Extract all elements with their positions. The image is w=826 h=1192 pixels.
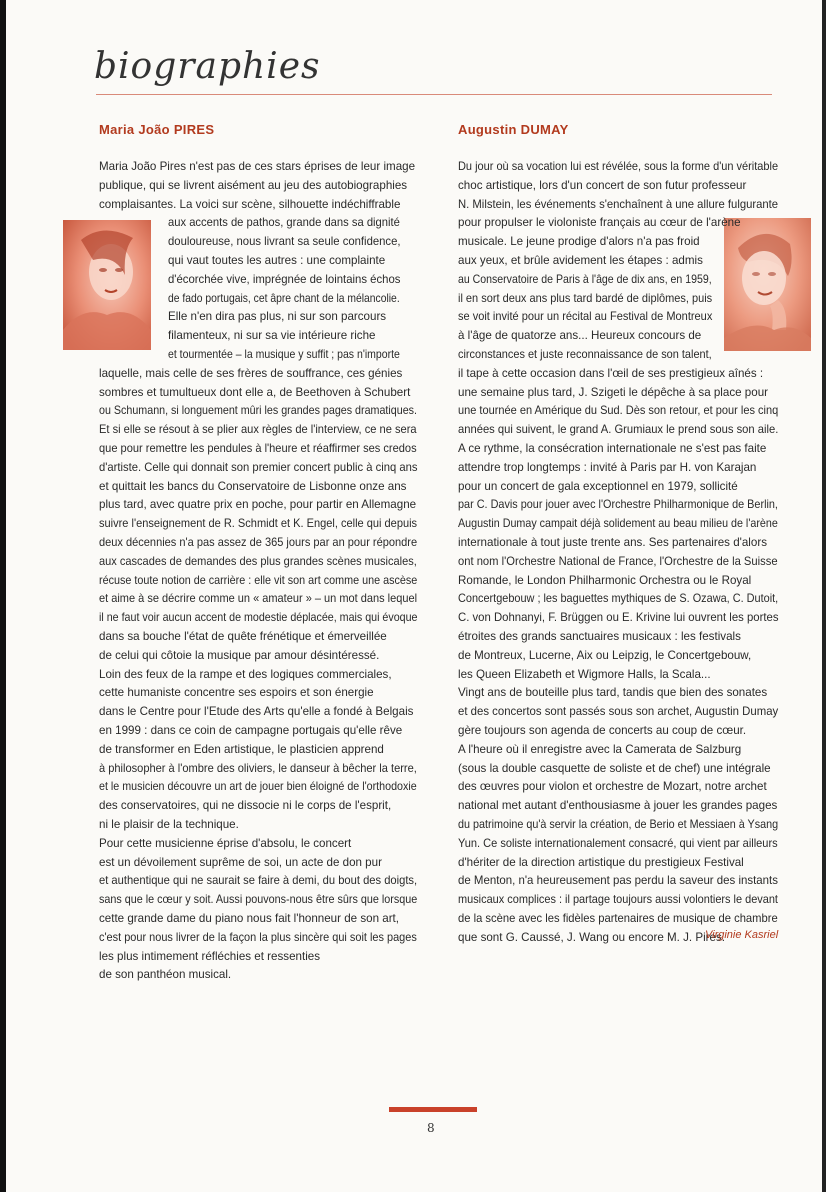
- text-line: des conservatoires, qui ne dissocie ni le corps de l'esprit,: [99, 799, 392, 813]
- scan-edge-right: [822, 0, 826, 1192]
- text-line: et quittait les bancs du Conservatoire de Lisbonne onze ans: [99, 479, 407, 493]
- footer-accent-bar: [389, 1107, 477, 1112]
- text-line: par C. Davis pour jouer avec l'Orchestre Philharmonique de Berlin,: [458, 498, 778, 512]
- text-line: A l'heure où il enregistre avec la Camerata de Salzburg: [458, 742, 742, 756]
- text-line: pour un concert de gala exceptionnel en 1979, sollicité: [458, 479, 738, 493]
- text-line: attendre trop longtemps : invité à Paris par H. von Karajan: [458, 460, 757, 474]
- text-line: il en sort deux ans plus tard bardé de diplômes, puis: [458, 291, 713, 305]
- text-line: plus tard, avec quatre prix en poche, pour partir en Allemagne: [99, 498, 417, 512]
- text-line: d'écorchée vive, imprégnée de lointains échos: [168, 272, 401, 286]
- bio-heading-dumay: Augustin DUMAY: [458, 122, 569, 137]
- text-line: Elle n'en dira pas plus, ni sur son parcours: [168, 310, 387, 324]
- text-line: N. Milstein, les événements s'enchaînent à une allure fulgurante: [458, 197, 779, 211]
- text-line: il ne faut voir aucun accent de modestie déplacée, mais qui évoque: [99, 611, 418, 625]
- text-line: Romande, le London Philharmonic Orchestra ou le Royal: [458, 573, 752, 587]
- text-line: suivre l'enseignement de R. Schmidt et K. Engel, celle qui depuis: [99, 517, 418, 531]
- text-line: récuse toute notion de carrière : elle vit son art comme une ascèse: [99, 573, 418, 587]
- text-line: à philosopher à l'ombre des oliviers, le danseur à bêcher la terre,: [99, 761, 417, 775]
- text-line: de fado portugais, cet âpre chant de la mélancolie.: [168, 291, 400, 305]
- text-line: Pour cette musicienne éprise d'absolu, le concert: [99, 836, 352, 850]
- text-line: cette grande dame du piano nous fait l'honneur de son art,: [99, 912, 399, 925]
- text-line: Concertgebouw ; les baguettes mythiques de S. Ozawa, C. Dutoit,: [458, 592, 779, 606]
- text-line: années qui suivent, le grand A. Grumiaux le prend sous son aile.: [458, 423, 779, 437]
- text-line: sombres et tumultueux dont elle a, de Beethoven à Schubert: [99, 385, 411, 399]
- text-line: Et si elle se résout à se plier aux règles de l'interview, ce ne sera: [99, 423, 417, 437]
- text-line: les Queen Elizabeth et Wigmore Halls, la Scala...: [458, 667, 711, 681]
- bio-heading-pires: Maria João PIRES: [99, 122, 215, 137]
- page-number: 8: [427, 1121, 435, 1135]
- pires-portrait-photo: [63, 220, 151, 350]
- text-line: choc artistique, lors d'un concert de son futur professeur: [458, 178, 747, 192]
- text-line: complaisantes. La voici sur scène, silhouette indéchiffrable: [99, 197, 401, 211]
- text-line: à l'âge de quatorze ans... Heureux concours de: [458, 329, 702, 343]
- text-line: Augustin Dumay campait déjà solidement au beau milieu de l'arène: [458, 517, 778, 531]
- text-line: musicaux complices : il partage toujours aussi volontiers le devant: [458, 893, 778, 907]
- text-line: internationale à tout juste trente ans. Ses partenaires d'alors: [458, 536, 767, 549]
- text-line: cette humaniste concentre ses espoirs et son énergie: [99, 686, 374, 700]
- text-line: que pour remettre les pendules à l'heure et réaffirmer ses credos: [99, 442, 417, 455]
- text-line: une semaine plus tard, J. Szigeti le dépêche à sa place pour: [458, 385, 769, 399]
- text-line: A ce rythme, la consécration internationale ne s'est pas faite: [458, 442, 767, 455]
- text-line: et tourmentée – la musique y suffit ; pas n'importe: [168, 348, 400, 361]
- text-line: des œuvres pour violon et orchestre de Mozart, notre archet: [458, 780, 767, 794]
- text-line: du patrimoine qu'à servir la création, de Berio et Messiaen à Ysang: [458, 818, 779, 831]
- text-line: deux décennies n'a pas assez de 365 jours par an pour répondre: [99, 536, 418, 549]
- text-line: de transformer en Eden artistique, le plasticien apprend: [99, 742, 384, 756]
- text-line: national met autant d'enthousiasme à jouer les grandes pages: [458, 799, 778, 813]
- text-line: que sont G. Caussé, J. Wang ou encore M. J. Pires.: [458, 930, 725, 944]
- text-line: pour propulser le violoniste français au cœur de l'arène: [458, 216, 741, 230]
- text-line: de la scène avec les fidèles partenaires de musique de chambre: [458, 912, 778, 925]
- text-line: dans le Centre pour l'Etude des Arts qu'elle a fondé à Belgais: [99, 705, 414, 719]
- text-line: laquelle, mais celle de ses frères de souffrance, ces génies: [99, 366, 403, 380]
- text-line: en 1999 : dans ce coin de campagne portugais qu'elle rêve: [99, 724, 403, 737]
- text-line: sans que le cœur y soit. Aussi pouvons-nous être sûrs que lorsque: [99, 893, 418, 907]
- text-line: et des concertos sont passés sous son archet, Augustin Dumay: [458, 705, 779, 719]
- text-line: d'hériter de la direction artistique du prestigieux Festival: [458, 855, 744, 869]
- text-line: de son panthéon musical.: [99, 968, 232, 982]
- text-line: c'est pour nous livrer de la façon la plus sincère qui soit les pages: [99, 930, 417, 944]
- text-line: Yun. Ce soliste internationalement consacré, qui vient par ailleurs: [458, 836, 778, 850]
- text-line: Du jour où sa vocation lui est révélée, sous la forme d'un véritable: [458, 160, 779, 173]
- text-line: et aime à se décrire comme un « amateur » – un mot dans lequel: [99, 592, 418, 606]
- page-title: biographies: [94, 46, 321, 87]
- text-line: et le musicien découvre un art de jouer bien éloigné de l'orthodoxie: [99, 780, 417, 794]
- text-line: qui vaut toutes les autres : une complainte: [168, 254, 386, 267]
- text-line: au Conservatoire de Paris à l'âge de dix ans, en 1959,: [458, 272, 712, 286]
- text-line: (sous la double casquette de soliste et de chef) une intégrale: [458, 761, 771, 775]
- text-line: de celui qui côtoie la musique par amour désintéressé.: [99, 648, 380, 662]
- text-line: de Montreux, Lucerne, Aix ou Leipzig, le Concertgebouw,: [458, 648, 752, 662]
- header-divider: [96, 94, 772, 95]
- text-line: de Menton, n'a heureusement pas perdu la saveur des instants: [458, 874, 778, 888]
- text-line: Maria João Pires n'est pas de ces stars éprises de leur image: [99, 160, 416, 173]
- text-line: C. von Dohnanyi, F. Brüggen ou E. Krivine lui ouvrent les portes: [458, 611, 779, 625]
- text-line: aux accents de pathos, grande dans sa dignité: [168, 216, 400, 230]
- text-line: dans sa bouche l'état de quête frénétique et émerveillée: [99, 630, 387, 643]
- text-line: Vingt ans de bouteille plus tard, tandis que bien des sonates: [458, 686, 768, 700]
- text-line: ou Schumann, si longuement mûri les grandes pages dramatiques.: [99, 404, 418, 418]
- text-line: étroites des grands sanctuaires musicaux : les festivals: [458, 630, 741, 643]
- text-line: aux yeux, et brûle avidement les étapes : admis: [458, 254, 703, 267]
- text-line: publique, qui se livrent aisément au jeu des autobiographies: [99, 178, 408, 192]
- text-line: aux cascades de demandes des plus grandes scènes musicales,: [99, 554, 417, 568]
- dumay-portrait-photo: [724, 218, 811, 351]
- text-line: ni le plaisir de la technique.: [99, 818, 239, 831]
- text-line: et authentique qui ne saurait se faire à demi, du bout des doigts,: [99, 874, 418, 888]
- text-line: Loin des feux de la rampe et des logiques commerciales,: [99, 667, 392, 681]
- text-line: douloureuse, nous livrant sa seule confidence,: [168, 235, 401, 249]
- scan-edge-left: [0, 0, 6, 1192]
- text-line: les plus intimement réfléchies et ressenties: [99, 949, 321, 963]
- text-line: une tournée en Amérique du Sud. Dès son retour, et pour les cinq: [458, 404, 779, 418]
- text-line: est un dévoilement suprême de soi, un acte de don pur: [99, 855, 382, 869]
- text-line: se voit invité pour un récital au Festival de Montreux: [458, 310, 713, 324]
- text-line: gère toujours son agenda de concerts au coup de cœur.: [458, 724, 747, 737]
- text-line: il tape à cette occasion dans l'œil de ses prestigieux aînés :: [458, 366, 764, 380]
- text-line: musicale. Le jeune prodige d'alors n'a pas froid: [458, 235, 700, 249]
- text-line: ont nom l'Orchestre National de France, l'Orchestre de la Suisse: [458, 554, 778, 568]
- text-line: filamenteux, ni sur sa vie intérieure riche: [168, 329, 376, 343]
- text-line: d'artiste. Celle qui donnait son premier concert public à cinq ans: [99, 460, 418, 474]
- author-signature: Virginie Kasriel: [705, 929, 779, 941]
- text-line: circonstances et juste reconnaissance de son talent,: [458, 348, 712, 361]
